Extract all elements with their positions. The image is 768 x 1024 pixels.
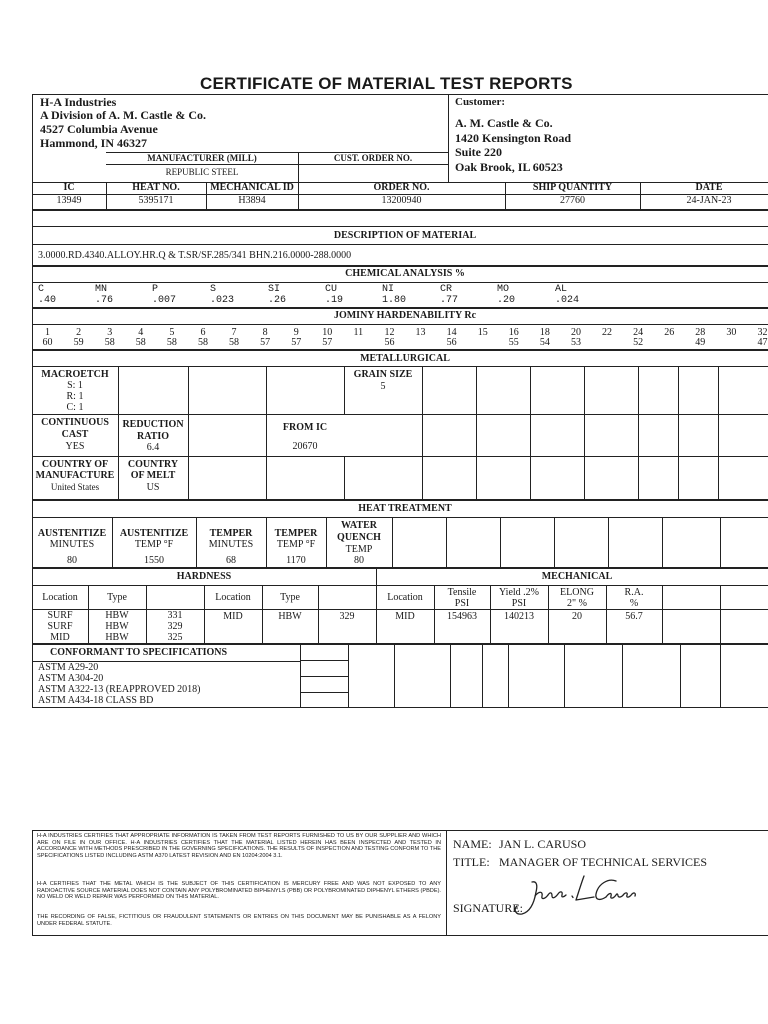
temper-temp-value: 1170 <box>286 555 306 566</box>
temper-minutes-label: TEMPER <box>209 528 253 539</box>
hardness-location: SURF <box>47 621 73 632</box>
spec-item: ASTM A322-13 (REAPPROVED 2018) <box>38 684 201 695</box>
temper-minutes-sub: MINUTES <box>208 539 254 550</box>
cust-order-label: CUST. ORDER NO. <box>333 153 413 163</box>
chem-element: C <box>38 284 45 295</box>
grain-size-label: GRAIN SIZE <box>353 369 413 380</box>
hardness-location: MID <box>50 632 70 643</box>
yield-header: Yield .2% <box>499 587 539 598</box>
water-quench-label-2: QUENCH <box>337 532 381 543</box>
hardness-value: 329 <box>167 621 183 632</box>
austenitize-minutes-sub: MINUTES <box>49 539 95 550</box>
yield-unit: PSI <box>511 598 527 609</box>
jominy-header: JOMINY HARDENABILITY Rc <box>333 310 477 321</box>
page-title: CERTIFICATE OF MATERIAL TEST REPORTS <box>200 74 573 93</box>
customer-address-3: Oak Brook, IL 60523 <box>455 160 563 174</box>
chem-value: .76 <box>95 295 114 306</box>
jominy-position: 3 <box>107 327 113 338</box>
from-ic-label: FROM IC <box>282 422 328 433</box>
hardness-type: HBW <box>105 621 129 632</box>
jominy-value: 56 <box>384 337 395 348</box>
water-quench-label-3: TEMP <box>345 544 373 555</box>
ic-value: 13949 <box>56 195 82 206</box>
ra-value: 56.7 <box>625 611 643 622</box>
spec-item: ASTM A29-20 <box>38 662 99 673</box>
hardness-value: 325 <box>167 632 183 643</box>
jominy-value: 55 <box>508 337 519 348</box>
hardness-value: 329 <box>339 611 355 622</box>
jominy-value: 49 <box>695 337 706 348</box>
chem-value: .20 <box>497 295 516 306</box>
water-quench-label-1: WATER <box>341 520 377 531</box>
hardness-type-header: Type <box>107 592 127 603</box>
signer-title: MANAGER OF TECHNICAL SERVICES <box>499 855 708 869</box>
ra-unit: % <box>629 598 639 609</box>
jominy-position: 30 <box>726 327 737 338</box>
jominy-position: 10 <box>322 327 333 338</box>
mech-location-header: Location <box>387 592 423 603</box>
jominy-position: 14 <box>446 327 457 338</box>
temper-temp-sub: TEMP °F <box>276 539 316 550</box>
customer-name: A. M. Castle & Co. <box>455 116 553 130</box>
jominy-position: 24 <box>633 327 644 338</box>
hardness-type-header-2: Type <box>280 592 300 603</box>
chem-value: .19 <box>325 295 344 306</box>
elong-value: 20 <box>572 611 582 622</box>
jominy-value: 57 <box>322 337 333 348</box>
mech-id-label: MECHANICAL ID <box>210 182 294 193</box>
chem-element: S <box>210 284 217 295</box>
elong-header: ELONG <box>560 587 594 598</box>
supplier-division: A Division of A. M. Castle & Co. <box>40 108 206 122</box>
signer-name: JAN L. CARUSO <box>499 837 587 851</box>
jominy-value: 57 <box>291 337 302 348</box>
hardness-type: HBW <box>105 610 129 621</box>
jominy-position: 6 <box>200 327 206 338</box>
hardness-location-header: Location <box>42 592 78 603</box>
customer-label: Customer: <box>455 96 506 108</box>
chem-value: .007 <box>152 295 177 306</box>
ship-qty-value: 27760 <box>560 195 585 206</box>
spec-item: ASTM A304-20 <box>38 673 104 684</box>
jominy-position: 22 <box>602 327 613 338</box>
manufacturer-value: REPUBLIC STEEL <box>165 167 239 177</box>
jominy-position: 32 <box>757 327 768 338</box>
macroetch-r: R: 1 <box>66 391 84 402</box>
macroetch-c: C: 1 <box>66 402 84 413</box>
chem-element: NI <box>382 284 395 295</box>
reduction-ratio-label-1: REDUCTION <box>122 419 184 430</box>
hardness-value: 331 <box>167 610 183 621</box>
austenitize-temp-value: 1550 <box>144 555 164 566</box>
chem-element: MO <box>497 284 510 295</box>
from-ic-value: 20670 <box>292 441 318 452</box>
order-value: 13200940 <box>381 195 422 206</box>
jominy-position: 26 <box>664 327 675 338</box>
chem-element: AL <box>555 284 568 295</box>
supplier-address-2: Hammond, IN 46327 <box>40 136 148 150</box>
continuous-cast-label-1: CONTINUOUS <box>41 417 109 428</box>
hardness-location: SURF <box>47 610 73 621</box>
jominy-position: 16 <box>508 327 519 338</box>
jominy-position: 9 <box>293 327 299 338</box>
heat-label: HEAT NO. <box>132 182 180 193</box>
signature-label: SIGNATURE: <box>453 901 524 915</box>
chem-element: CR <box>440 284 453 295</box>
chem-value: .40 <box>38 295 57 306</box>
hardness-type: HBW <box>278 611 302 622</box>
tensile-unit: PSI <box>454 598 470 609</box>
handwritten-signature <box>508 872 638 918</box>
jominy-position: 8 <box>262 327 268 338</box>
ra-header: R.A. <box>624 587 644 598</box>
temper-temp-label: TEMPER <box>274 528 318 539</box>
jominy-value: 58 <box>197 337 208 348</box>
jominy-value: 58 <box>104 337 115 348</box>
jominy-value: 47 <box>757 337 768 348</box>
macroetch-s: S: 1 <box>67 380 83 391</box>
jominy-position: 1 <box>45 327 51 338</box>
mechanical-header: MECHANICAL <box>541 571 613 582</box>
grain-size-value: 5 <box>380 381 386 392</box>
jominy-position: 13 <box>415 327 426 338</box>
jominy-position: 4 <box>138 327 144 338</box>
name-label: NAME: <box>453 837 492 851</box>
jominy-position: 12 <box>384 327 395 338</box>
title-label: TITLE: <box>453 855 490 869</box>
hardness-header: HARDNESS <box>176 571 232 582</box>
jominy-value: 59 <box>73 337 84 348</box>
temper-minutes-value: 68 <box>226 555 236 566</box>
country-melt-value: US <box>146 482 160 493</box>
description-value: 3.0000.RD.4340.ALLOY.HR.Q & T.SR/SF.285/341 BHN.216.0000-288.0000 <box>38 250 352 261</box>
macroetch-label: MACROETCH <box>41 369 109 380</box>
chem-value: .023 <box>210 295 235 306</box>
metallurgical-header: METALLURGICAL <box>360 353 450 364</box>
tensile-header: Tensile <box>447 587 477 598</box>
chem-value: .024 <box>555 295 580 306</box>
jominy-position: 2 <box>76 327 82 338</box>
tensile-value: 154963 <box>447 611 477 622</box>
jominy-position: 20 <box>570 327 581 338</box>
yield-value: 140213 <box>504 611 534 622</box>
continuous-cast-label-2: CAST <box>61 429 89 440</box>
country-mfg-label-2: MANUFACTURE <box>35 470 115 481</box>
continuous-cast-value: YES <box>65 441 85 452</box>
hardness-location: MID <box>223 611 243 622</box>
jominy-value: 60 <box>42 337 53 348</box>
chem-element: P <box>152 284 159 295</box>
manufacturer-label: MANUFACTURER (MILL) <box>147 153 257 163</box>
austenitize-temp-sub: TEMP °F <box>134 539 174 550</box>
chem-value: .26 <box>268 295 287 306</box>
chem-element: SI <box>268 284 281 295</box>
jominy-value: 57 <box>260 337 271 348</box>
order-label: ORDER NO. <box>373 182 430 193</box>
austenitize-temp-label: AUSTENITIZE <box>119 528 189 539</box>
elong-unit: 2" % <box>567 598 587 609</box>
austenitize-minutes-label: AUSTENITIZE <box>37 528 107 539</box>
date-label: DATE <box>695 182 723 193</box>
jominy-value: 53 <box>570 337 581 348</box>
jominy-position: 7 <box>231 327 237 338</box>
jominy-value: 58 <box>135 337 146 348</box>
heat-treatment-header: HEAT TREATMENT <box>358 503 452 514</box>
ic-label: IC <box>63 182 75 193</box>
austenitize-minutes-value: 80 <box>67 555 77 566</box>
spec-item: ASTM A434-18 CLASS BD <box>38 695 154 706</box>
country-mfg-value: United States <box>50 482 100 492</box>
customer-address-1: 1420 Kensington Road <box>455 131 572 145</box>
jominy-value: 58 <box>166 337 177 348</box>
jominy-position: 28 <box>695 327 706 338</box>
hardness-type: HBW <box>105 632 129 643</box>
chem-value: .77 <box>440 295 459 306</box>
hardness-location-header-2: Location <box>215 592 251 603</box>
water-quench-value: 80 <box>354 555 364 566</box>
date-value: 24-JAN-23 <box>686 195 732 206</box>
jominy-value: 58 <box>229 337 240 348</box>
jominy-position: 18 <box>539 327 550 338</box>
reduction-ratio-label-2: RATIO <box>136 431 170 442</box>
heat-value: 5395171 <box>138 195 174 206</box>
mech-id-value: H3894 <box>238 195 266 206</box>
certification-statement-2: H-A CERTIFIES THAT THE METAL WHICH IS THE SUBJECT OF THIS CERTIFICATION IS MERCURY FREE AND WAS NOT EXPOSED TO ANY RADIOACTIVE SOURCE MATERIAL DOES NOT CONTAIN ANY POLYBROMINATED BIPHENYLS (PBB) OR POLYBROMINATED DIPHENYL ETHERS (PBDE). NO WELD OR WELD REPAIR WAS PERFORMED ON THIS MATERIAL. <box>37 881 441 901</box>
country-melt-label-2: OF MELT <box>130 470 176 481</box>
jominy-value: 52 <box>633 337 644 348</box>
chemical-header: CHEMICAL ANALYSIS % <box>345 268 465 279</box>
chem-element: MN <box>95 284 108 295</box>
supplier-address-1: 4527 Columbia Avenue <box>40 122 158 136</box>
ship-qty-label: SHIP QUANTITY <box>532 182 613 193</box>
country-mfg-label-1: COUNTRY OF <box>41 459 109 470</box>
jominy-position: 15 <box>477 327 488 338</box>
jominy-value: 54 <box>539 337 550 348</box>
description-header: DESCRIPTION OF MATERIAL <box>333 230 477 241</box>
reduction-ratio-value: 6.4 <box>146 442 160 453</box>
jominy-position: 5 <box>169 327 175 338</box>
customer-address-2: Suite 220 <box>455 145 503 159</box>
conformant-header: CONFORMANT TO SPECIFICATIONS <box>50 647 228 658</box>
certification-statement-3: THE RECORDING OF FALSE, FICTITIOUS OR FRAUDULENT STATEMENTS OR ENTRIES ON THIS DOCUMENT MAY BE PUNISHABLE AS A FELONY UNDER FEDERAL STATUTE. <box>37 914 441 927</box>
certification-statement-1: H-A INDUSTRIES CERTIFIES THAT APPROPRIATE INFORMATION IS TAKEN FROM TEST REPORTS FURNISHED TO US BY OUR SUPPLIER AND WHICH ARE ON FILE IN OUR OFFICE. H-A INDUSTRIES CERTIFIES THAT THE MATERIAL LISTED HEREIN HAS BEEN INSPECTED AND TESTED IN ACCORDANCE WITH METHODS PRESCRIBED IN THE GOVERNING SPECIFICATIONS. THE RESULTS OF INSPECTION AND TESTING CONFORM TO THE SPECIFICATIONS LISTED INCLUDING ASTM A370 LATEST REVISION AND EN 10204:2004 3.1. <box>37 833 441 859</box>
jominy-position: 11 <box>353 327 364 338</box>
supplier-name: H-A Industries <box>40 95 117 109</box>
chem-value: 1.80 <box>382 295 407 306</box>
chem-element: CU <box>325 284 338 295</box>
country-melt-label-1: COUNTRY <box>127 459 179 470</box>
jominy-value: 56 <box>446 337 457 348</box>
mech-location: MID <box>395 611 415 622</box>
